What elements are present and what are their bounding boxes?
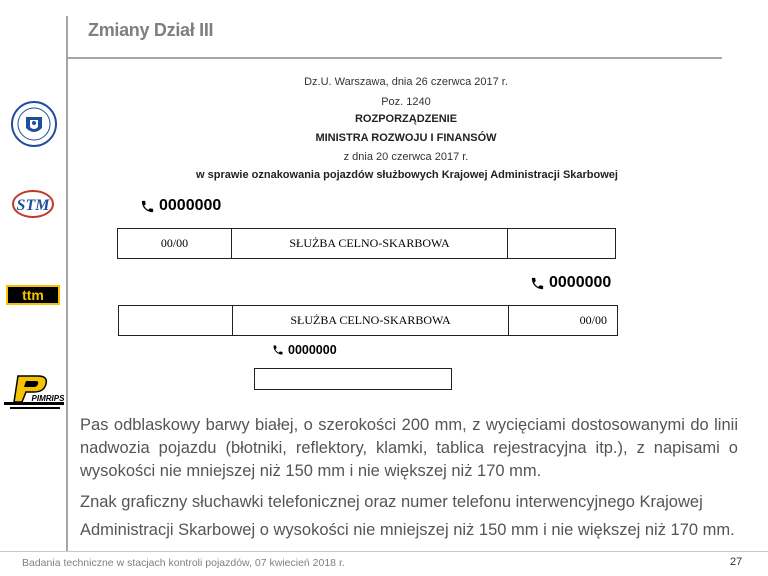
header-subject-line: w sprawie oznakowania pojazdów służbowych Krajowej Administracji Skarbowej: [196, 169, 618, 181]
slide-title: Zmiany Dział III: [88, 20, 214, 40]
university-seal-logo: [10, 100, 58, 153]
phone-sign-paragraph: [80, 488, 738, 544]
ttm-logo-text: ttm: [8, 287, 58, 303]
phone-number-3: [272, 343, 337, 357]
phone-sign-line-1: Znak graficzny słuchawki telefonicznej oraz numer telefonu interwencyjnego Krajowej: [80, 493, 703, 511]
plate-layout-2: [118, 305, 618, 336]
footer-rule: [0, 551, 768, 552]
plate-2-code: 00/00: [508, 306, 617, 335]
footer-text: Badania techniczne w stacjach kontroli pojazdów, 07 kwiecień 2018 r.: [22, 557, 345, 569]
phone-number-2: [530, 274, 611, 292]
left-rule: [66, 16, 68, 551]
header-regulation-line: ROZPORZĄDZENIE: [354, 113, 458, 125]
phone-number-1-text: 0000000: [159, 197, 222, 214]
phone-number-3-text: 0000000: [288, 343, 337, 357]
phone-icon: [272, 344, 284, 356]
top-rule: [66, 57, 722, 59]
header-gazette-line: Dz.U. Warszawa, dnia 26 czerwca 2017 r.: [304, 76, 508, 88]
phone-number-1: [140, 197, 221, 215]
phone-icon: [530, 276, 545, 291]
plate-layout-3: [254, 368, 452, 390]
phone-sign-line-2: Administracji Skarbowej o wysokości nie mniejszej niż 150 mm i nie większej niż 170 mm.: [80, 521, 735, 539]
pimrips-logo: [4, 372, 64, 417]
plate-1-empty-cell: [507, 229, 615, 258]
pimrips-logo-text: PIMRIPS: [31, 394, 64, 403]
page-number: 27: [730, 556, 743, 568]
header-position-line: Poz. 1240: [381, 96, 431, 108]
stm-logo-text: STM: [16, 197, 50, 214]
plate-2-text: SŁUŻBA CELNO-SKARBOWA: [232, 306, 508, 335]
stm-logo: [10, 186, 56, 227]
header-date-line: z dnia 20 czerwca 2017 r.: [343, 151, 469, 163]
plate-layout-1: [117, 228, 616, 259]
plate-1-code: 00/00: [160, 236, 189, 250]
description-paragraph: Pas odblaskowy barwy białej, o szerokości 200 mm, z wycięciami dostosowanymi do linii nadwozia pojazdu (błotniki, reflektory, klamki, tablica rejestracyjna itp.), z napisami o wysokości nie mniejszej niż 150 mm i nie większej niż 170 mm.: [80, 416, 738, 480]
phone-number-2-text: 0000000: [549, 274, 612, 291]
plate-1-text: SŁUŻBA CELNO-SKARBOWA: [231, 229, 507, 258]
plate-2-empty-cell: [119, 306, 232, 335]
ttm-logo: [6, 285, 60, 305]
header-ministry-line: MINISTRA ROZWOJU I FINANSÓW: [315, 132, 497, 144]
phone-icon: [140, 199, 155, 214]
